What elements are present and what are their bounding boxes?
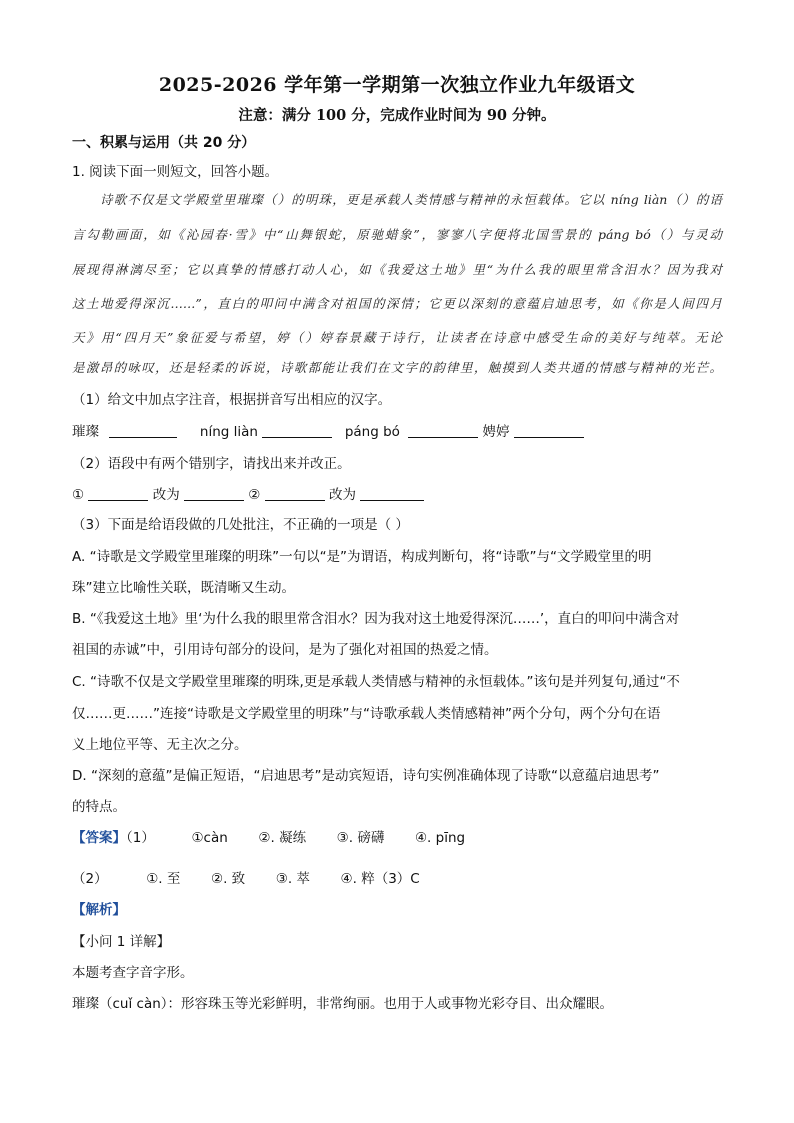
fill-change-to: 改为 — [152, 487, 180, 503]
option-b-line: B. “《我爱这土地》里‘为什么我的眼里常含泪水？因为我对这土地爱得深沉……’，直白的叩问中满含对 — [72, 611, 680, 627]
exam-notice: 注意：满分 100 分，完成作业时间为 90 分钟。 — [238, 107, 556, 124]
analysis-tag: 【解析】 — [72, 902, 126, 918]
answer-part-label: （1） — [126, 830, 155, 846]
answer-item: ②. 凝练 — [258, 830, 307, 846]
section-heading: 一、积累与运用（共 20 分） — [72, 135, 256, 151]
passage-line: 是激昂的咏叹，还是轻柔的诉说，诗歌都能让我们在文字的韵律里，触摸到人类共通的情感与精神的光芒。 — [72, 360, 722, 375]
answer-tag: 【答案】 — [72, 830, 126, 846]
answer-blank[interactable] — [408, 423, 478, 438]
sub-question-detail-heading: 【小问 1 详解】 — [72, 934, 171, 950]
fill-circle-2: ② — [248, 487, 261, 503]
answer-blank[interactable] — [88, 486, 148, 501]
answer-part-label: （2） — [72, 871, 108, 887]
passage-line: 言勾勒画面，如《沁园春·雪》中“山舞银蛇，原驰蜡象”，寥寥八字便将北国雪景的 páng bó（）与灵动 — [72, 227, 722, 242]
sub-question-1: （1）给文中加点字注音，根据拼音写出相应的汉字。 — [72, 392, 392, 408]
answer-item: ①càn — [191, 830, 228, 846]
fill-label-d: 娉婷 — [482, 424, 510, 440]
option-a-line: 珠”建立比喻性关联，既清晰又生动。 — [72, 580, 295, 596]
explanation: 璀璨（cuǐ càn）：形容珠玉等光彩鲜明，非常绚丽。也用于人或事物光彩夺目、出众耀眼。 — [72, 996, 614, 1012]
option-b-line: 祖国的赤诚”中，引用诗句部分的设问，是为了强化对祖国的热爱之情。 — [72, 642, 498, 658]
option-c-line: 仅……更……”连接“诗歌是文学殿堂里的明珠”与“诗歌承载人类情感精神”两个分句，两个分句在语 — [72, 706, 661, 722]
fill-change-to: 改为 — [329, 487, 356, 503]
option-c-line: C. “诗歌不仅是文学殿堂里璀璨的明珠,更是承载人类情感与精神的永恒载体。”该句是并列复句,通过“不 — [72, 674, 680, 690]
fill-in-row-1 — [72, 420, 584, 440]
answer-item: ③. 磅礴 — [336, 830, 385, 846]
fill-label-b: níng liàn — [199, 424, 258, 440]
passage-line: 展现得淋漓尽至；它以真挚的情感打动人心，如《我爱这土地》里“为什么我的眼里常含泪水？因为我对 — [72, 262, 722, 277]
fill-circle-1: ① — [72, 487, 85, 503]
answer-row-2 — [72, 867, 420, 887]
answer-blank[interactable] — [262, 423, 332, 438]
option-d-line: D. “深刻的意蕴”是偏正短语，“启迪思考”是动宾短语，诗句实例准确体现了诗歌“以意蕴启迪思考” — [72, 768, 660, 784]
answer-blank[interactable] — [360, 486, 424, 501]
answer-item: ②. 致 — [210, 871, 246, 887]
passage-line: 天》用“四月天”象征爱与希望，婷（）婷春景藏于诗行，让读者在诗意中感受生命的美好与纯萃。无论 — [72, 330, 722, 345]
answer-blank[interactable] — [514, 423, 584, 438]
fill-in-row-2 — [72, 483, 424, 503]
answer-item: ④. 粹 — [340, 871, 375, 887]
answer-row-1 — [72, 826, 465, 846]
answer-blank[interactable] — [265, 486, 325, 501]
option-a-line: A. “诗歌是文学殿堂里璀璨的明珠”一句以“是”为谓语，构成判断句，将“诗歌”与“文学殿堂里的明 — [72, 549, 652, 565]
passage-line: 诗歌不仅是文学殿堂里璀璨（）的明珠，更是承载人类情感与精神的永恒载体。它以 níng liàn（）的语 — [100, 192, 722, 207]
fill-label-a: 璀璨 — [72, 424, 99, 440]
sub-question-3: （3）下面是给语段做的几处批注，不正确的一项是（ ） — [72, 517, 409, 533]
option-d-line: 的特点。 — [72, 799, 126, 815]
exam-point: 本题考查字音字形。 — [72, 965, 194, 981]
answer-item: ③. 萃 — [275, 871, 310, 887]
question-intro: 1. 阅读下面一则短文，回答小题。 — [72, 164, 279, 180]
fill-label-c: páng bó — [344, 424, 400, 440]
answer-blank[interactable] — [109, 423, 177, 438]
sub-question-2: （2）语段中有两个错别字，请找出来并改正。 — [72, 456, 351, 472]
answer-item: ④. pīng — [414, 830, 466, 846]
passage-line: 这土地爱得深沉……”，直白的叩问中满含对祖国的深情；它更以深刻的意蕴启迪思考，如《你是人间四月 — [72, 296, 722, 311]
answer-blank[interactable] — [184, 486, 244, 501]
answer-item: ①. 至 — [146, 871, 181, 887]
option-c-line: 义上地位平等、无主次之分。 — [72, 737, 248, 753]
answer-item: （3）C — [374, 871, 420, 887]
page-title: 2025-2026 学年第一学期第一次独立作业九年级语文 — [158, 74, 636, 96]
